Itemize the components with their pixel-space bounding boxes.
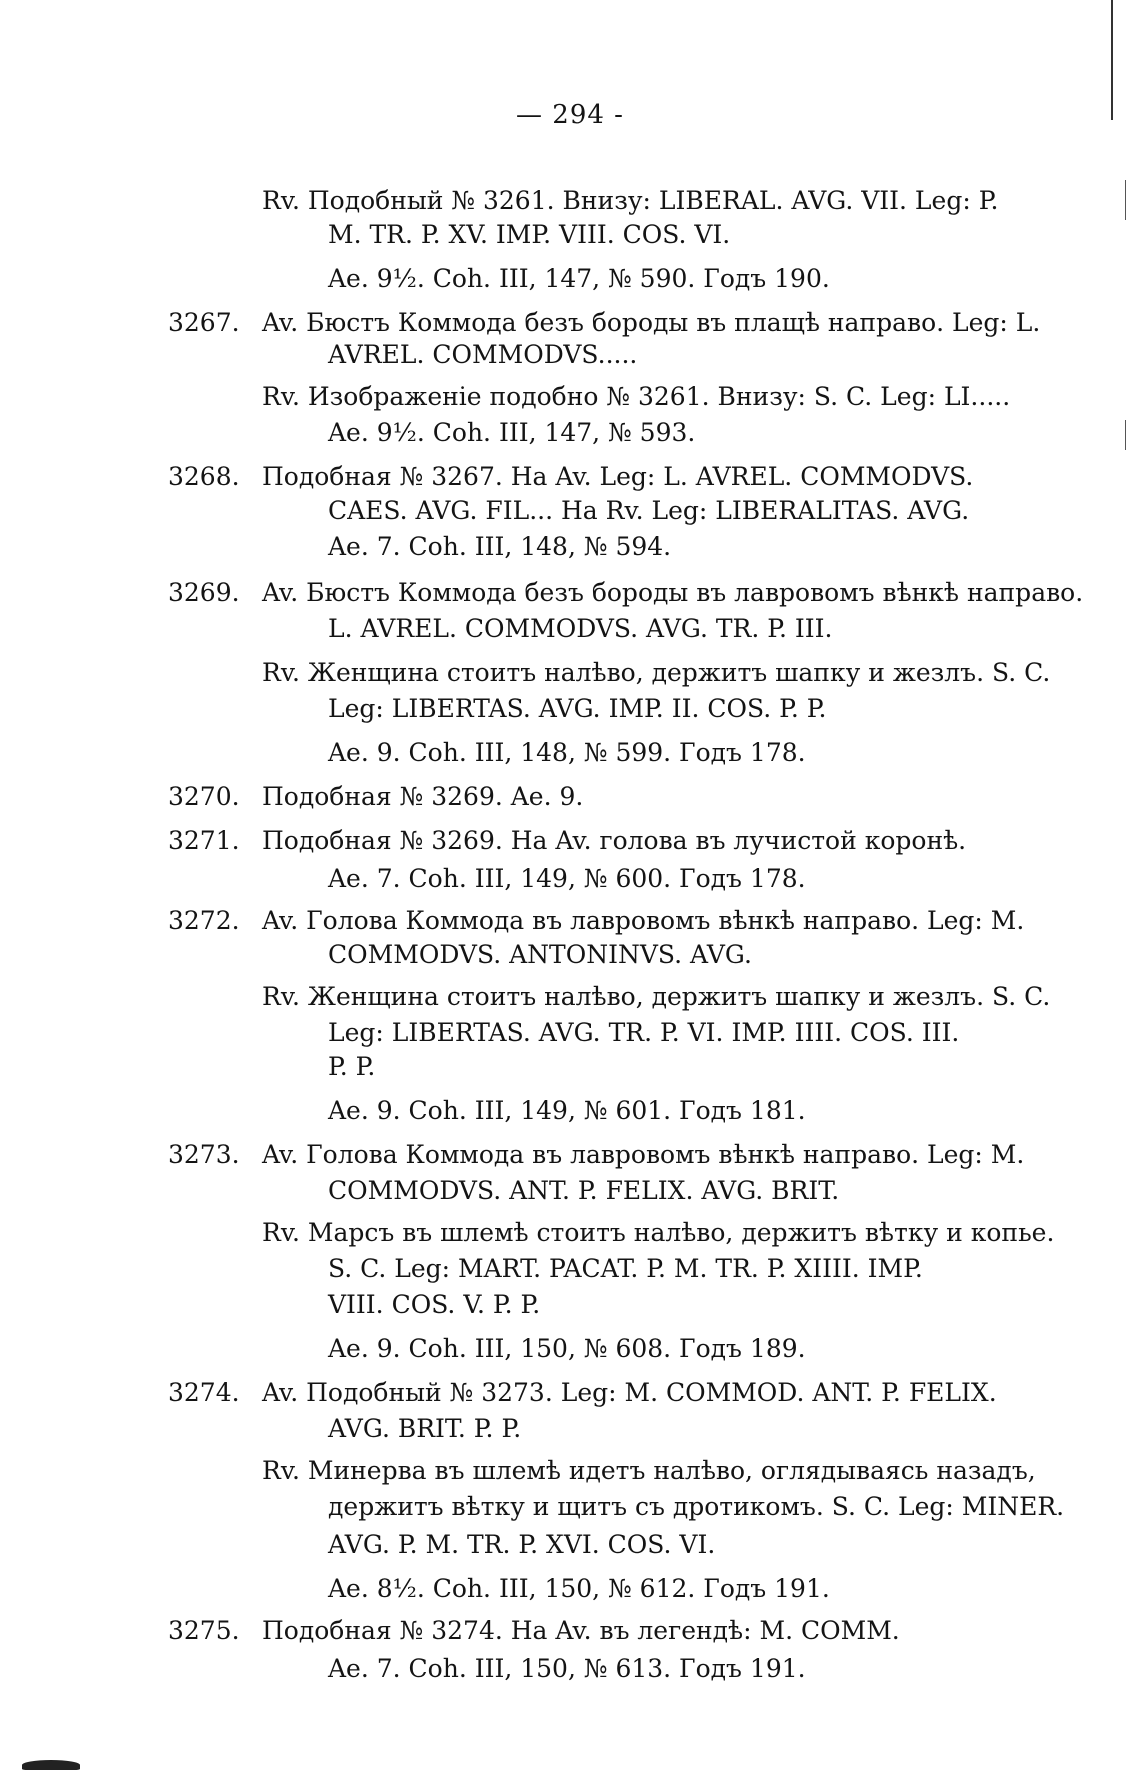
entry-number: 3267. <box>168 308 240 337</box>
text-line: CAES. AVG. FIL... На Rv. Leg: LIBERALITAS. AVG. <box>328 496 970 525</box>
ink-smudge <box>22 1760 80 1770</box>
text-line: Подобная № 3274. На Av. въ легендѣ: M. COMM. <box>262 1616 900 1645</box>
text-line: Ae. 9. Coh. III, 149, № 601. Годъ 181. <box>328 1096 806 1125</box>
entry-number: 3269. <box>168 578 240 607</box>
text-line: Av. Бюстъ Коммода безъ бороды въ лавровомъ вѣнкѣ направо. <box>262 578 1084 607</box>
page-edge-mark <box>1125 420 1126 450</box>
text-line: M. TR. P. XV. IMP. VIII. COS. VI. <box>328 220 731 249</box>
text-line: Leg: LIBERTAS. AVG. TR. P. VI. IMP. IIII. COS. III. <box>328 1018 960 1047</box>
text-line: Rv. Изображеніе подобно № 3261. Внизу: S. C. Leg: LI..... <box>262 382 1011 411</box>
entry-number: 3270. <box>168 782 240 811</box>
text-line: P. P. <box>328 1052 376 1081</box>
text-line: Ae. 9. Coh. III, 148, № 599. Годъ 178. <box>328 738 806 767</box>
entry-number: 3268. <box>168 462 240 491</box>
text-line: Av. Голова Коммода въ лавровомъ вѣнкѣ направо. Leg: M. <box>262 1140 1025 1169</box>
text-line: Av. Бюстъ Коммода безъ бороды въ плащѣ направо. Leg: L. <box>262 308 1041 337</box>
entry-number: 3275. <box>168 1616 240 1645</box>
text-line: Подобная № 3267. На Av. Leg: L. AVREL. COMMODVS. <box>262 462 974 491</box>
page-number: — 294 - <box>516 100 624 130</box>
entry-number: 3272. <box>168 906 240 935</box>
entry-number: 3271. <box>168 826 240 855</box>
text-line: AVREL. COMMODVS..... <box>328 340 638 369</box>
text-line: Ae. 7. Coh. III, 149, № 600. Годъ 178. <box>328 864 806 893</box>
text-line: Rv. Женщина стоитъ налѣво, держитъ шапку и жезлъ. S. C. <box>262 982 1051 1011</box>
text-line: Ae. 9. Coh. III, 150, № 608. Годъ 189. <box>328 1334 806 1363</box>
text-line: Ae. 9½. Coh. III, 147, № 593. <box>328 418 696 447</box>
text-line: Ae. 7. Coh. III, 150, № 613. Годъ 191. <box>328 1654 806 1683</box>
text-line: COMMODVS. ANTONINVS. AVG. <box>328 940 752 969</box>
text-line: Подобная № 3269. Ae. 9. <box>262 782 584 811</box>
text-line: держитъ вѣтку и щитъ съ дротикомъ. S. C. Leg: MINER. <box>328 1492 1065 1521</box>
text-line: Ae. 9½. Coh. III, 147, № 590. Годъ 190. <box>328 264 830 293</box>
text-line: Av. Голова Коммода въ лавровомъ вѣнкѣ направо. Leg: M. <box>262 906 1025 935</box>
text-line: Ae. 7. Coh. III, 148, № 594. <box>328 532 672 561</box>
text-line: Rv. Марсъ въ шлемѣ стоитъ налѣво, держитъ вѣтку и копье. <box>262 1218 1055 1247</box>
text-line: VIII. COS. V. P. P. <box>328 1290 541 1319</box>
text-line: COMMODVS. ANT. P. FELIX. AVG. BRIT. <box>328 1176 840 1205</box>
entry-number: 3274. <box>168 1378 240 1407</box>
text-line: AVG. P. M. TR. P. XVI. COS. VI. <box>328 1530 716 1559</box>
text-line: Rv. Минерва въ шлемѣ идетъ налѣво, оглядываясь назадъ, <box>262 1456 1036 1485</box>
text-line: Leg: LIBERTAS. AVG. IMP. II. COS. P. P. <box>328 694 827 723</box>
text-line: Rv. Подобный № 3261. Внизу: LIBERAL. AVG. VII. Leg: P. <box>262 186 999 215</box>
text-line: Подобная № 3269. На Av. голова въ лучистой коронѣ. <box>262 826 967 855</box>
page-edge-mark <box>1125 180 1126 220</box>
entry-number: 3273. <box>168 1140 240 1169</box>
text-line: Rv. Женщина стоитъ налѣво, держитъ шапку и жезлъ. S. C. <box>262 658 1051 687</box>
text-line: S. C. Leg: MART. PACAT. P. M. TR. P. XIIII. IMP. <box>328 1254 923 1283</box>
text-line: L. AVREL. COMMODVS. AVG. TR. P. III. <box>328 614 833 643</box>
text-line: Av. Подобный № 3273. Leg: M. COMMOD. ANT. P. FELIX. <box>262 1378 997 1407</box>
text-line: Ae. 8½. Coh. III, 150, № 612. Годъ 191. <box>328 1574 830 1603</box>
text-line: AVG. BRIT. P. P. <box>328 1414 522 1443</box>
